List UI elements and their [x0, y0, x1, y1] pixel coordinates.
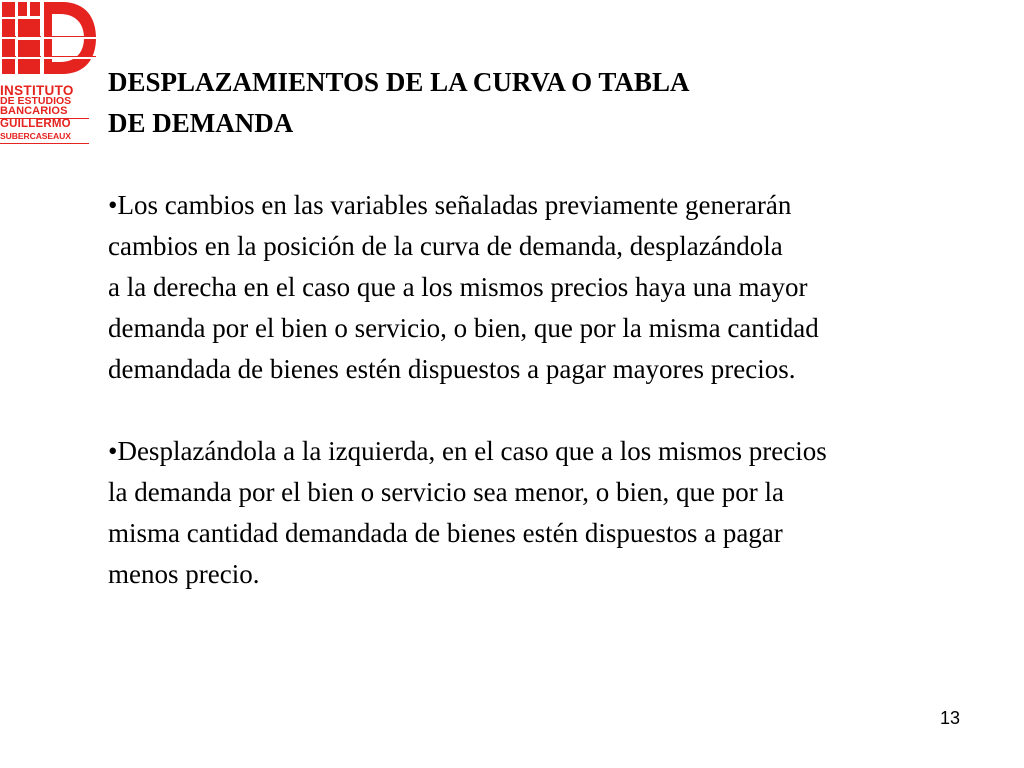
institute-logo: [0, 0, 100, 150]
paragraph-line: demandada de bienes estén dispuestos a pagar mayores precios.: [108, 354, 796, 384]
paragraph-line: misma cantidad demandada de bienes estén dispuestos a pagar: [108, 518, 783, 548]
paragraph-line: menos precio.: [108, 559, 260, 589]
paragraph-line: a la derecha en el caso que a los mismos precios haya una mayor: [108, 272, 808, 302]
paragraph-line: cambios en la posición de la curva de demanda, desplazándola: [108, 231, 783, 261]
paragraph-line: •Los cambios en las variables señaladas previamente generarán: [108, 190, 792, 220]
slide-title-line2: DE DEMANDA: [108, 108, 294, 138]
slide-content: [108, 62, 1018, 595]
logo-emblem-icon: [0, 0, 100, 82]
paragraph-1: [108, 185, 1018, 390]
paragraph-2: [108, 431, 1018, 595]
paragraph-line: demanda por el bien o servicio, o bien, que por la misma cantidad: [108, 313, 819, 343]
logo-text-line2: DE ESTUDIOS: [0, 95, 72, 107]
logo-text-line1: INSTITUTO: [0, 83, 74, 98]
logo-text-line3: BANCARIOS: [0, 105, 68, 117]
logo-divider: [0, 143, 89, 144]
paragraph-line: •Desplazándola a la izquierda, en el caso que a los mismos precios: [108, 436, 827, 466]
logo-text-line5: SUBERCASEAUX: [0, 131, 71, 141]
paragraph-line: la demanda por el bien o servicio sea menor, o bien, que por la: [108, 477, 784, 507]
page-number: 13: [940, 708, 961, 728]
slide-title-line1: DESPLAZAMIENTOS DE LA CURVA O TABLA: [108, 67, 690, 97]
logo-text-line4: GUILLERMO: [0, 118, 71, 130]
